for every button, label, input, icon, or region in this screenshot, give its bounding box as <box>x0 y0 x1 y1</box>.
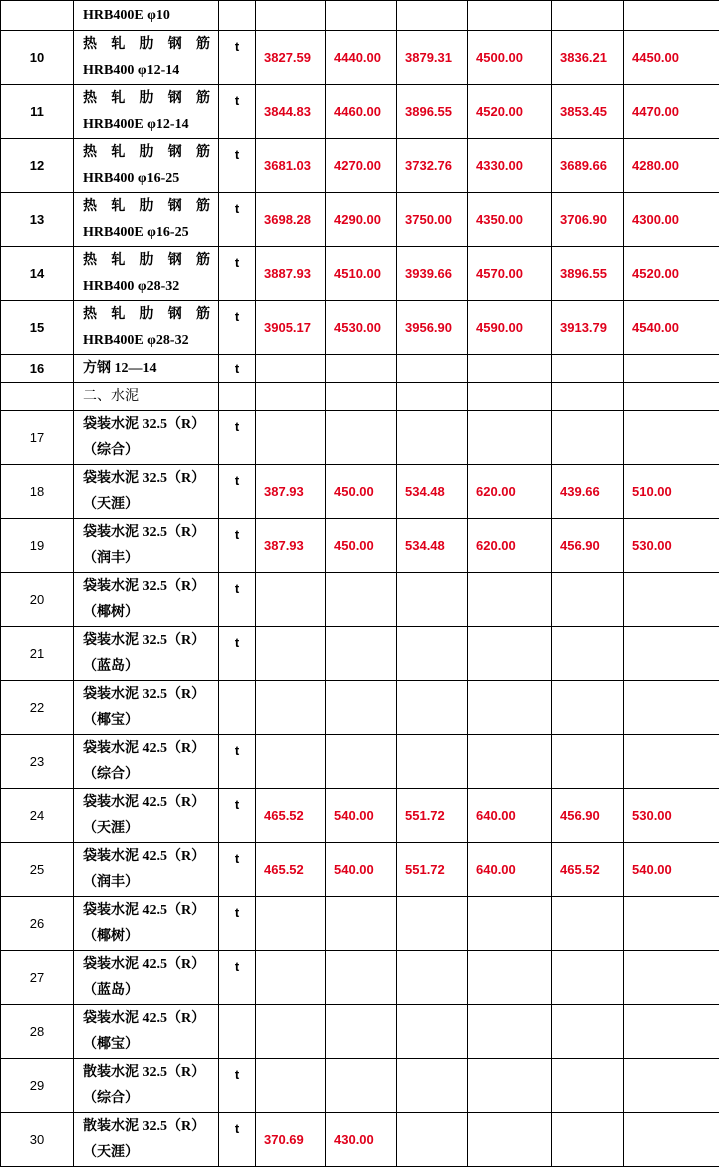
price-cell <box>624 1 719 31</box>
price-cell: 540.00 <box>326 789 397 843</box>
item-name-line1: 袋装水泥 32.5（R） <box>83 574 210 600</box>
price-cell <box>397 411 468 465</box>
price-cell <box>256 573 326 627</box>
table-row <box>1 573 719 627</box>
item-name-line1: 袋装水泥 32.5（R） <box>83 466 210 492</box>
item-name-line1: 热 轧 肋 钢 筋 <box>83 32 210 58</box>
unit: t <box>219 519 256 573</box>
table-row <box>1 843 719 897</box>
unit: t <box>219 735 256 789</box>
unit: t <box>219 301 256 355</box>
price-cell: 4530.00 <box>326 301 397 355</box>
price-cell <box>397 1113 468 1167</box>
price-cell <box>397 627 468 681</box>
unit: t <box>219 411 256 465</box>
item-name-line2: （天涯） <box>83 1140 210 1166</box>
price-cell: 3896.55 <box>397 85 468 139</box>
row-number: 30 <box>1 1113 74 1167</box>
price-cell: 3827.59 <box>256 31 326 85</box>
price-cell <box>326 681 397 735</box>
row-number: 22 <box>1 681 74 735</box>
price-cell <box>256 1059 326 1113</box>
table-row <box>1 411 719 465</box>
price-cell <box>552 1113 624 1167</box>
row-number: 10 <box>1 31 74 85</box>
item-name-line2: （润丰） <box>83 870 210 896</box>
row-number: 25 <box>1 843 74 897</box>
unit <box>219 383 256 411</box>
price-cell <box>397 681 468 735</box>
price-cell <box>397 1005 468 1059</box>
unit: t <box>219 1113 256 1167</box>
item-name-line1: 散装水泥 32.5（R） <box>83 1114 210 1140</box>
price-cell <box>624 951 719 1005</box>
price-cell <box>468 897 552 951</box>
item-name-line1: 袋装水泥 32.5（R） <box>83 412 210 438</box>
unit: t <box>219 897 256 951</box>
price-cell: 465.52 <box>256 843 326 897</box>
item-name-line1: 热 轧 肋 钢 筋 <box>83 302 210 328</box>
price-cell <box>326 1059 397 1113</box>
price-cell: 4290.00 <box>326 193 397 247</box>
price-cell <box>624 573 719 627</box>
row-number: 13 <box>1 193 74 247</box>
price-cell: 4540.00 <box>624 301 719 355</box>
price-cell: 4300.00 <box>624 193 719 247</box>
price-cell <box>468 573 552 627</box>
item-name-line2: HRB400 φ28-32 <box>83 274 210 300</box>
price-cell <box>468 1005 552 1059</box>
table-row <box>1 1 719 31</box>
item-name-line2: （蓝岛） <box>83 978 210 1004</box>
item-name-line2: （椰树） <box>83 600 210 626</box>
price-cell <box>397 573 468 627</box>
price-cell <box>552 951 624 1005</box>
row-number: 17 <box>1 411 74 465</box>
price-cell <box>468 735 552 789</box>
unit: t <box>219 951 256 1005</box>
table-row <box>1 735 719 789</box>
price-cell: 640.00 <box>468 789 552 843</box>
table-row <box>1 897 719 951</box>
item-name <box>74 355 219 383</box>
price-cell: 4280.00 <box>624 139 719 193</box>
price-cell: 3905.17 <box>256 301 326 355</box>
item-name <box>74 85 219 139</box>
price-cell: 534.48 <box>397 465 468 519</box>
item-name <box>74 383 219 411</box>
row-number: 24 <box>1 789 74 843</box>
item-name-line2: HRB400E φ16-25 <box>83 220 210 246</box>
unit: t <box>219 627 256 681</box>
price-cell: 540.00 <box>326 843 397 897</box>
price-cell: 4500.00 <box>468 31 552 85</box>
price-cell <box>468 1 552 31</box>
item-name-line1: 袋装水泥 42.5（R） <box>83 790 210 816</box>
price-cell: 450.00 <box>326 519 397 573</box>
price-cell: 4440.00 <box>326 31 397 85</box>
price-cell <box>552 355 624 383</box>
row-number: 14 <box>1 247 74 301</box>
item-name-line1: 袋装水泥 42.5（R） <box>83 1006 210 1032</box>
price-cell <box>256 897 326 951</box>
price-cell <box>552 1059 624 1113</box>
unit <box>219 1005 256 1059</box>
item-name-line1: 袋装水泥 42.5（R） <box>83 898 210 924</box>
table-row <box>1 85 719 139</box>
table-row <box>1 301 719 355</box>
price-cell: 465.52 <box>552 843 624 897</box>
item-name <box>74 843 219 897</box>
price-cell: 4460.00 <box>326 85 397 139</box>
item-name-line2: （椰树） <box>83 924 210 950</box>
price-cell: 4510.00 <box>326 247 397 301</box>
item-name-line2: （椰宝） <box>83 1032 210 1058</box>
price-cell <box>624 897 719 951</box>
price-cell: 4590.00 <box>468 301 552 355</box>
item-name-line1: 热 轧 肋 钢 筋 <box>83 194 210 220</box>
row-number: 16 <box>1 355 74 383</box>
table-row <box>1 627 719 681</box>
item-name <box>74 897 219 951</box>
item-name-line2: HRB400 φ16-25 <box>83 166 210 192</box>
price-cell <box>256 411 326 465</box>
item-name-line2: （天涯） <box>83 492 210 518</box>
unit: t <box>219 1059 256 1113</box>
item-name-line2: HRB400 φ12-14 <box>83 58 210 84</box>
price-cell: 439.66 <box>552 465 624 519</box>
unit: t <box>219 355 256 383</box>
price-cell <box>397 1059 468 1113</box>
unit: t <box>219 247 256 301</box>
item-name <box>74 573 219 627</box>
price-cell <box>552 627 624 681</box>
row-number: 11 <box>1 85 74 139</box>
item-name <box>74 627 219 681</box>
price-cell <box>326 1 397 31</box>
price-cell <box>256 735 326 789</box>
price-cell <box>468 681 552 735</box>
item-name-line1: 热 轧 肋 钢 筋 <box>83 86 210 112</box>
item-name-line1: 散装水泥 32.5（R） <box>83 1060 210 1086</box>
item-name-line2: （综合） <box>83 438 210 464</box>
price-cell <box>624 1113 719 1167</box>
price-cell <box>624 627 719 681</box>
price-cell <box>256 681 326 735</box>
item-name <box>74 735 219 789</box>
item-name <box>74 1059 219 1113</box>
row-number <box>1 383 74 411</box>
price-cell <box>256 1 326 31</box>
price-cell: 551.72 <box>397 789 468 843</box>
item-name-line2: HRB400E φ28-32 <box>83 328 210 354</box>
table-row <box>1 355 719 383</box>
price-cell <box>256 355 326 383</box>
price-cell: 3689.66 <box>552 139 624 193</box>
price-cell: 551.72 <box>397 843 468 897</box>
price-cell: 534.48 <box>397 519 468 573</box>
row-number: 18 <box>1 465 74 519</box>
price-cell <box>624 383 719 411</box>
price-cell: 465.52 <box>256 789 326 843</box>
item-name-line2: （天涯） <box>83 816 210 842</box>
price-cell: 3681.03 <box>256 139 326 193</box>
row-number <box>1 1 74 31</box>
price-cell <box>552 1 624 31</box>
price-cell <box>624 681 719 735</box>
table-row <box>1 1059 719 1113</box>
item-name <box>74 193 219 247</box>
price-cell <box>397 735 468 789</box>
item-name-line1: 袋装水泥 32.5（R） <box>83 682 210 708</box>
item-name-line1: 袋装水泥 42.5（R） <box>83 736 210 762</box>
price-cell <box>468 355 552 383</box>
item-name <box>74 1113 219 1167</box>
price-cell <box>397 951 468 1005</box>
price-cell <box>624 735 719 789</box>
price-cell <box>624 411 719 465</box>
item-name-line2: （蓝岛） <box>83 654 210 680</box>
item-name-line1: 方钢 12—14 <box>83 356 210 382</box>
price-cell <box>552 897 624 951</box>
price-cell <box>552 735 624 789</box>
price-cell: 3887.93 <box>256 247 326 301</box>
row-number: 26 <box>1 897 74 951</box>
price-cell: 456.90 <box>552 519 624 573</box>
item-name-line1: 热 轧 肋 钢 筋 <box>83 140 210 166</box>
price-cell: 4350.00 <box>468 193 552 247</box>
price-cell: 3706.90 <box>552 193 624 247</box>
unit <box>219 681 256 735</box>
item-name <box>74 951 219 1005</box>
price-cell <box>256 951 326 1005</box>
price-cell <box>624 1059 719 1113</box>
price-cell: 4450.00 <box>624 31 719 85</box>
table-row <box>1 951 719 1005</box>
unit: t <box>219 573 256 627</box>
unit: t <box>219 465 256 519</box>
price-cell <box>397 897 468 951</box>
price-cell <box>552 411 624 465</box>
price-cell: 640.00 <box>468 843 552 897</box>
item-name <box>74 139 219 193</box>
price-cell: 620.00 <box>468 519 552 573</box>
table-row <box>1 31 719 85</box>
item-name-line1: 袋装水泥 42.5（R） <box>83 844 210 870</box>
table-row <box>1 247 719 301</box>
item-name <box>74 1 219 31</box>
row-number: 15 <box>1 301 74 355</box>
table-row <box>1 139 719 193</box>
price-cell: 4470.00 <box>624 85 719 139</box>
row-number: 12 <box>1 139 74 193</box>
row-number: 19 <box>1 519 74 573</box>
price-cell: 3913.79 <box>552 301 624 355</box>
price-cell: 4270.00 <box>326 139 397 193</box>
item-name <box>74 789 219 843</box>
price-cell: 456.90 <box>552 789 624 843</box>
price-cell: 450.00 <box>326 465 397 519</box>
table-row <box>1 193 719 247</box>
unit: t <box>219 843 256 897</box>
price-cell <box>468 1113 552 1167</box>
item-name-line1: 袋装水泥 32.5（R） <box>83 628 210 654</box>
price-cell: 3844.83 <box>256 85 326 139</box>
table-row <box>1 1113 719 1167</box>
price-cell: 4330.00 <box>468 139 552 193</box>
table-row <box>1 383 719 411</box>
row-number: 20 <box>1 573 74 627</box>
row-number: 29 <box>1 1059 74 1113</box>
price-cell: 3698.28 <box>256 193 326 247</box>
price-cell: 3732.76 <box>397 139 468 193</box>
price-cell <box>397 383 468 411</box>
price-cell <box>468 1059 552 1113</box>
table-row <box>1 1005 719 1059</box>
item-name <box>74 301 219 355</box>
item-name <box>74 1005 219 1059</box>
price-cell: 540.00 <box>624 843 719 897</box>
unit: t <box>219 139 256 193</box>
price-cell <box>326 951 397 1005</box>
price-cell: 530.00 <box>624 519 719 573</box>
item-name-line1: 二、水泥 <box>83 384 210 410</box>
table-row <box>1 681 719 735</box>
item-name <box>74 247 219 301</box>
price-cell: 3956.90 <box>397 301 468 355</box>
unit: t <box>219 31 256 85</box>
price-cell <box>552 573 624 627</box>
price-cell <box>468 411 552 465</box>
price-cell: 3836.21 <box>552 31 624 85</box>
table-row <box>1 789 719 843</box>
item-name-line1: 热 轧 肋 钢 筋 <box>83 248 210 274</box>
table-row <box>1 519 719 573</box>
row-number: 28 <box>1 1005 74 1059</box>
item-name-line2: （椰宝） <box>83 708 210 734</box>
price-cell <box>397 1 468 31</box>
price-cell: 3853.45 <box>552 85 624 139</box>
price-cell: 4570.00 <box>468 247 552 301</box>
price-cell <box>326 1005 397 1059</box>
price-cell <box>624 1005 719 1059</box>
price-cell: 3879.31 <box>397 31 468 85</box>
row-number: 21 <box>1 627 74 681</box>
unit: t <box>219 789 256 843</box>
item-name-line1: HRB400E φ10 <box>83 3 210 29</box>
unit: t <box>219 193 256 247</box>
price-cell: 510.00 <box>624 465 719 519</box>
unit <box>219 1 256 31</box>
price-cell <box>326 627 397 681</box>
price-cell: 3750.00 <box>397 193 468 247</box>
price-cell: 430.00 <box>326 1113 397 1167</box>
item-name-line2: （综合） <box>83 762 210 788</box>
price-cell <box>552 383 624 411</box>
price-cell <box>552 1005 624 1059</box>
item-name-line2: HRB400E φ12-14 <box>83 112 210 138</box>
item-name <box>74 519 219 573</box>
price-cell <box>256 383 326 411</box>
price-cell <box>326 897 397 951</box>
item-name-line1: 袋装水泥 42.5（R） <box>83 952 210 978</box>
price-cell <box>326 355 397 383</box>
price-cell: 3896.55 <box>552 247 624 301</box>
price-cell <box>256 1005 326 1059</box>
item-name <box>74 681 219 735</box>
price-cell <box>397 355 468 383</box>
price-cell <box>468 627 552 681</box>
item-name-line2: （润丰） <box>83 546 210 572</box>
price-cell: 530.00 <box>624 789 719 843</box>
price-cell <box>256 627 326 681</box>
price-cell: 4520.00 <box>468 85 552 139</box>
item-name <box>74 411 219 465</box>
price-cell <box>326 411 397 465</box>
price-cell <box>552 681 624 735</box>
price-cell: 4520.00 <box>624 247 719 301</box>
price-cell <box>326 383 397 411</box>
item-name-line2: （综合） <box>83 1086 210 1112</box>
row-number: 23 <box>1 735 74 789</box>
price-cell: 370.69 <box>256 1113 326 1167</box>
item-name <box>74 465 219 519</box>
price-cell: 3939.66 <box>397 247 468 301</box>
price-cell: 620.00 <box>468 465 552 519</box>
price-cell: 387.93 <box>256 465 326 519</box>
price-cell <box>326 735 397 789</box>
price-cell <box>468 383 552 411</box>
table-row <box>1 465 719 519</box>
item-name <box>74 31 219 85</box>
price-cell <box>468 951 552 1005</box>
price-cell: 387.93 <box>256 519 326 573</box>
unit: t <box>219 85 256 139</box>
item-name-line1: 袋装水泥 32.5（R） <box>83 520 210 546</box>
price-cell <box>326 573 397 627</box>
row-number: 27 <box>1 951 74 1005</box>
price-cell <box>624 355 719 383</box>
